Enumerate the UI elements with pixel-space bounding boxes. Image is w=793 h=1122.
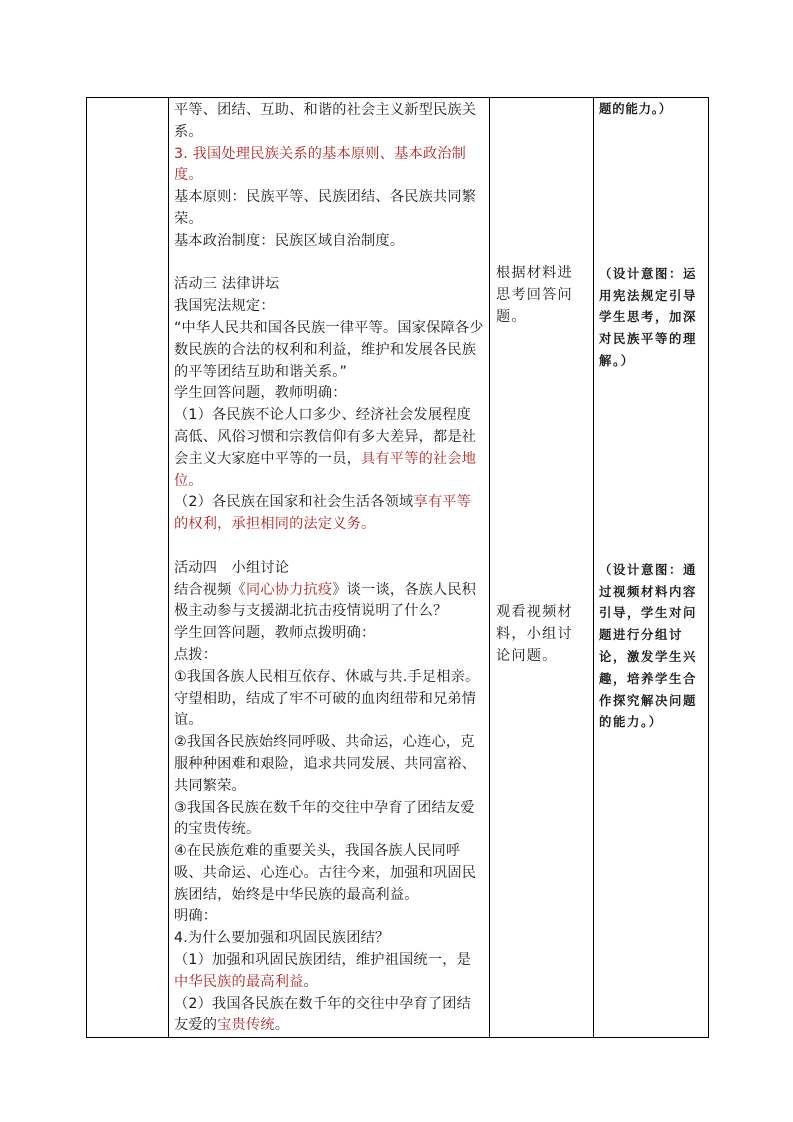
activity4-item-2: ②我国各民族始终同呼吸、共命运，心连心，克服种种困难和艰险，追求共同发展、共同富裕、共同繁荣。	[174, 734, 477, 794]
activity4-para-4: 4.为什么要加强和巩固民族团结？	[174, 930, 390, 947]
intro-line-2: 3. 我国处理民族关系的基本原则、基本政治制度。	[174, 145, 467, 184]
design-intent-3: （设计意图：运用宪法规定引导学生思考，加深对民族平等的理解。）	[599, 265, 697, 368]
left-empty-cell	[87, 98, 169, 1038]
activity3-para-3: 学生回答问题，教师明确：	[174, 385, 347, 402]
activity4-answer-1: （1）加强和巩固民族团结，维护祖国统一，是中华民族的最高利益。	[174, 952, 471, 990]
activity4-answer-2: （2）我国各民族在数千年的交往中孕育了团结友爱的宝贵传统。	[174, 995, 471, 1034]
intro-line-1: 平等、团结、互助、和谐的社会主义新型民族关系。	[174, 102, 477, 140]
highlight-text: 中华民族的最高利益	[174, 973, 304, 990]
design-intent-top: 题的能力。）	[599, 101, 672, 116]
intro-line-3: 基本原则：民族平等、民族团结、各民族共同繁荣。	[174, 189, 477, 227]
highlight-text: 宝贵传统	[217, 1017, 275, 1034]
activity3-para-1: 我国宪法规定：	[174, 298, 275, 315]
lesson-plan-table	[86, 97, 709, 1038]
intro-line-4: 基本政治制度：民族区域自治制度。	[174, 232, 405, 249]
activity3-para-2: “中华人民共和国各民族一律平等。国家保障各少数民族的合法的权利和利益，维护和发展各民族的平等团结互助和谐关系。”	[174, 319, 484, 380]
video-title: 同心协力抗疫	[245, 581, 333, 598]
design-intent-4: （设计意图：通过视频材料内容引导，学生对问题进行分组讨论，激发学生兴趣，培养学生合作探究解决问题的能力。）	[599, 561, 697, 730]
activity4-para-1: 学生回答问题，教师点拨明确：	[174, 625, 376, 642]
teaching-process-cell	[169, 98, 490, 1038]
student-activity-cell	[490, 98, 594, 1038]
design-intent-cell	[594, 98, 709, 1038]
activity4-para-3: 明确：	[174, 908, 218, 925]
activity4-title: 活动四 小组讨论	[174, 559, 290, 576]
activity4-item-1: ①我国各族人民相互依存、休戚与共.手足相亲。守望相助，结成了牢不可破的血肉纽带和兄弟情谊。	[174, 668, 480, 729]
student-activity-3: 根据材料进思考回答问题。	[496, 265, 573, 325]
activity3-para-4: （1）各民族不论人口多少、经济社会发展程度高低、风俗习惯和宗教信仰有多大差异，都是社会主义大家庭中平等的一员，具有平等的社会地位。	[174, 407, 477, 489]
activity3-title: 活动三 法律讲坛	[174, 276, 280, 293]
highlight-text: 具有平等的社会地位。	[174, 450, 477, 489]
activity3-para-5: （2）各民族在国家和社会生活各领域享有平等的权利，承担相同的法定义务。	[174, 494, 471, 533]
activity4-para-2: 点拨：	[174, 646, 218, 663]
table-row	[87, 98, 709, 1038]
activity4-question: 结合视频《同心协力抗疫》谈一谈，各族人民积极主动参与支援湖北抗击疫情说明了什么？	[174, 581, 477, 620]
highlight-text: 享有平等的权利，承担相同的法定义务。	[174, 494, 471, 533]
student-activity-4: 观看视频材料，小组讨论问题。	[496, 604, 573, 664]
activity4-item-4: ④在民族危难的重要关头，我国各族人民同呼吸、共命运、心连心。古往今来，加强和巩固民族团结，始终是中华民族的最高利益。	[174, 843, 477, 903]
activity4-item-3: ③我国各民族在数千年的交往中孕育了团结友爱的宝贵传统。	[174, 799, 475, 838]
